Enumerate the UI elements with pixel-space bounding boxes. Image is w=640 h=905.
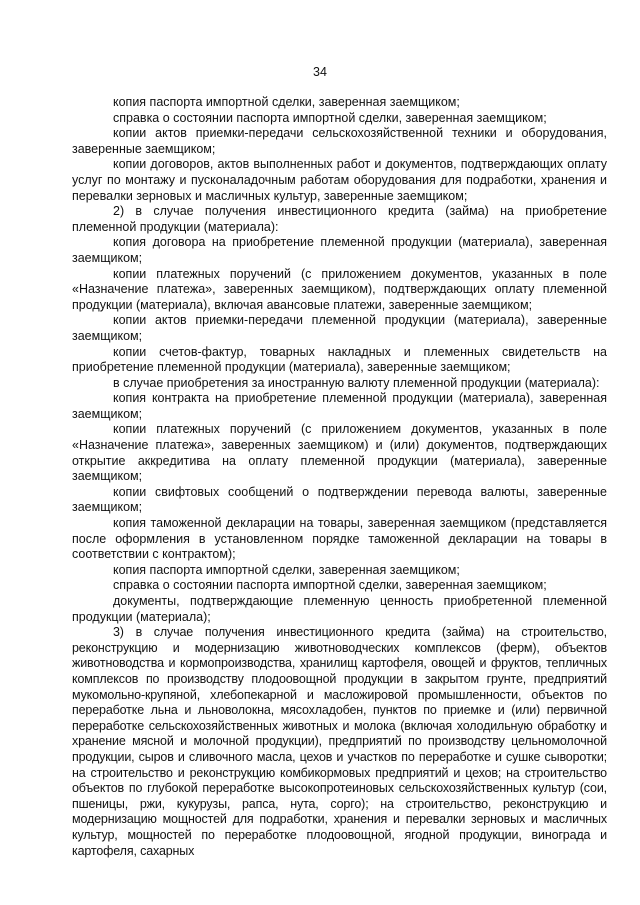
paragraph: копии платежных поручений (с приложением документов, указанных в поле «Назначение платежа», заверенных заемщиком), подтверждающих оплату племенной продукции (материала), включая авансовые платежи, заверенные заемщиком; [72, 266, 607, 312]
paragraph: справка о состоянии паспорта импортной сделки, заверенная заемщиком; [113, 578, 547, 593]
page-number: 34 [313, 65, 327, 79]
paragraph: копия таможенной декларации на товары, заверенная заемщиком (представляется после оформления в установленном порядке таможенной декларации на товары в соответствии с контрактом); [72, 516, 607, 562]
paragraph: копии актов приемки-передачи сельскохозяйственной техники и оборудования, заверенные заемщиком; [72, 126, 607, 156]
paragraph: в случае приобретения за иностранную валюту племенной продукции (материала): [113, 375, 600, 390]
paragraph: копия паспорта импортной сделки, заверенная заемщиком; [113, 95, 460, 109]
paragraph: документы, подтверждающие племенную ценность приобретенной племенной продукции (материала); [72, 594, 607, 624]
paragraph: копии договоров, актов выполненных работ и документов, подтверждающих оплату услуг по монтажу и пусконаладочным работам оборудования для подработки, хранения и перевалки зерновых и масличных культур, заверенные заемщиком; [72, 157, 607, 203]
paragraph: копии платежных поручений (с приложением документов, указанных в поле «Назначение платежа», заверенных заемщиком) и (или) документов, подтверждающих открытие аккредитива на оплату племенной продукции (материала), заверенные заемщиком; [72, 422, 607, 484]
paragraph: 3) в случае получения инвестиционного кредита (займа) на строительство, реконструкцию и модернизацию животноводческих комплексов (ферм), объектов животноводства и кормопроизводства, хранилищ картофеля, овощей и фруктов, тепличных комплексов по производству плодоовощной продукции в закрытом грунте, предприятий мукомольно-крупяной, хлебопекарной и масложировой промышленности, объектов по переработке льна и льноволокна, мясохладобен, пунктов по приемке и (или) первичной переработке сельскохозяйственных животных и молока (включая холодильную обработку и хранение мясной и молочной продукции), предприятий по производству цельномолочной продукции, сыров и сливочного масла, цехов и участков по переработке и сушке сыворотки; на строительство и реконструкцию комбикормовых предприятий и цехов; на строительство объектов по глубокой переработке высокопротеиновых сельскохозяйственных культур (сои, пшеницы, ржи, кукурузы, рапса, нута, сорго); на строительство, реконструкцию и модернизацию мощностей для подработки, хранения и перевалки зерновых и масличных культур, мощностей по переработке плодоовощной, ягодной продукции, винограда и картофеля, сахарных [72, 625, 607, 858]
paragraph: копии актов приемки-передачи племенной продукции (материала), заверенные заемщиком; [72, 313, 607, 343]
paragraph: копии счетов-фактур, товарных накладных и племенных свидетельств на приобретение племенной продукции (материала), заверенные заемщиком; [72, 344, 607, 375]
paragraph: справка о состоянии паспорта импортной сделки, заверенная заемщиком; [113, 110, 547, 125]
document-body [72, 95, 607, 859]
paragraph: копия паспорта импортной сделки, заверенная заемщиком; [113, 562, 460, 577]
paragraph: копии свифтовых сообщений о подтверждении перевода валюты, заверенные заемщиком; [72, 484, 607, 515]
paragraph: 2) в случае получения инвестиционного кредита (займа) на приобретение племенной продукции (материала): [72, 204, 607, 234]
paragraph: копия контракта на приобретение племенной продукции (материала), заверенная заемщиком; [72, 391, 607, 421]
paragraph: копия договора на приобретение племенной продукции (материала), заверенная заемщиком; [72, 235, 607, 265]
